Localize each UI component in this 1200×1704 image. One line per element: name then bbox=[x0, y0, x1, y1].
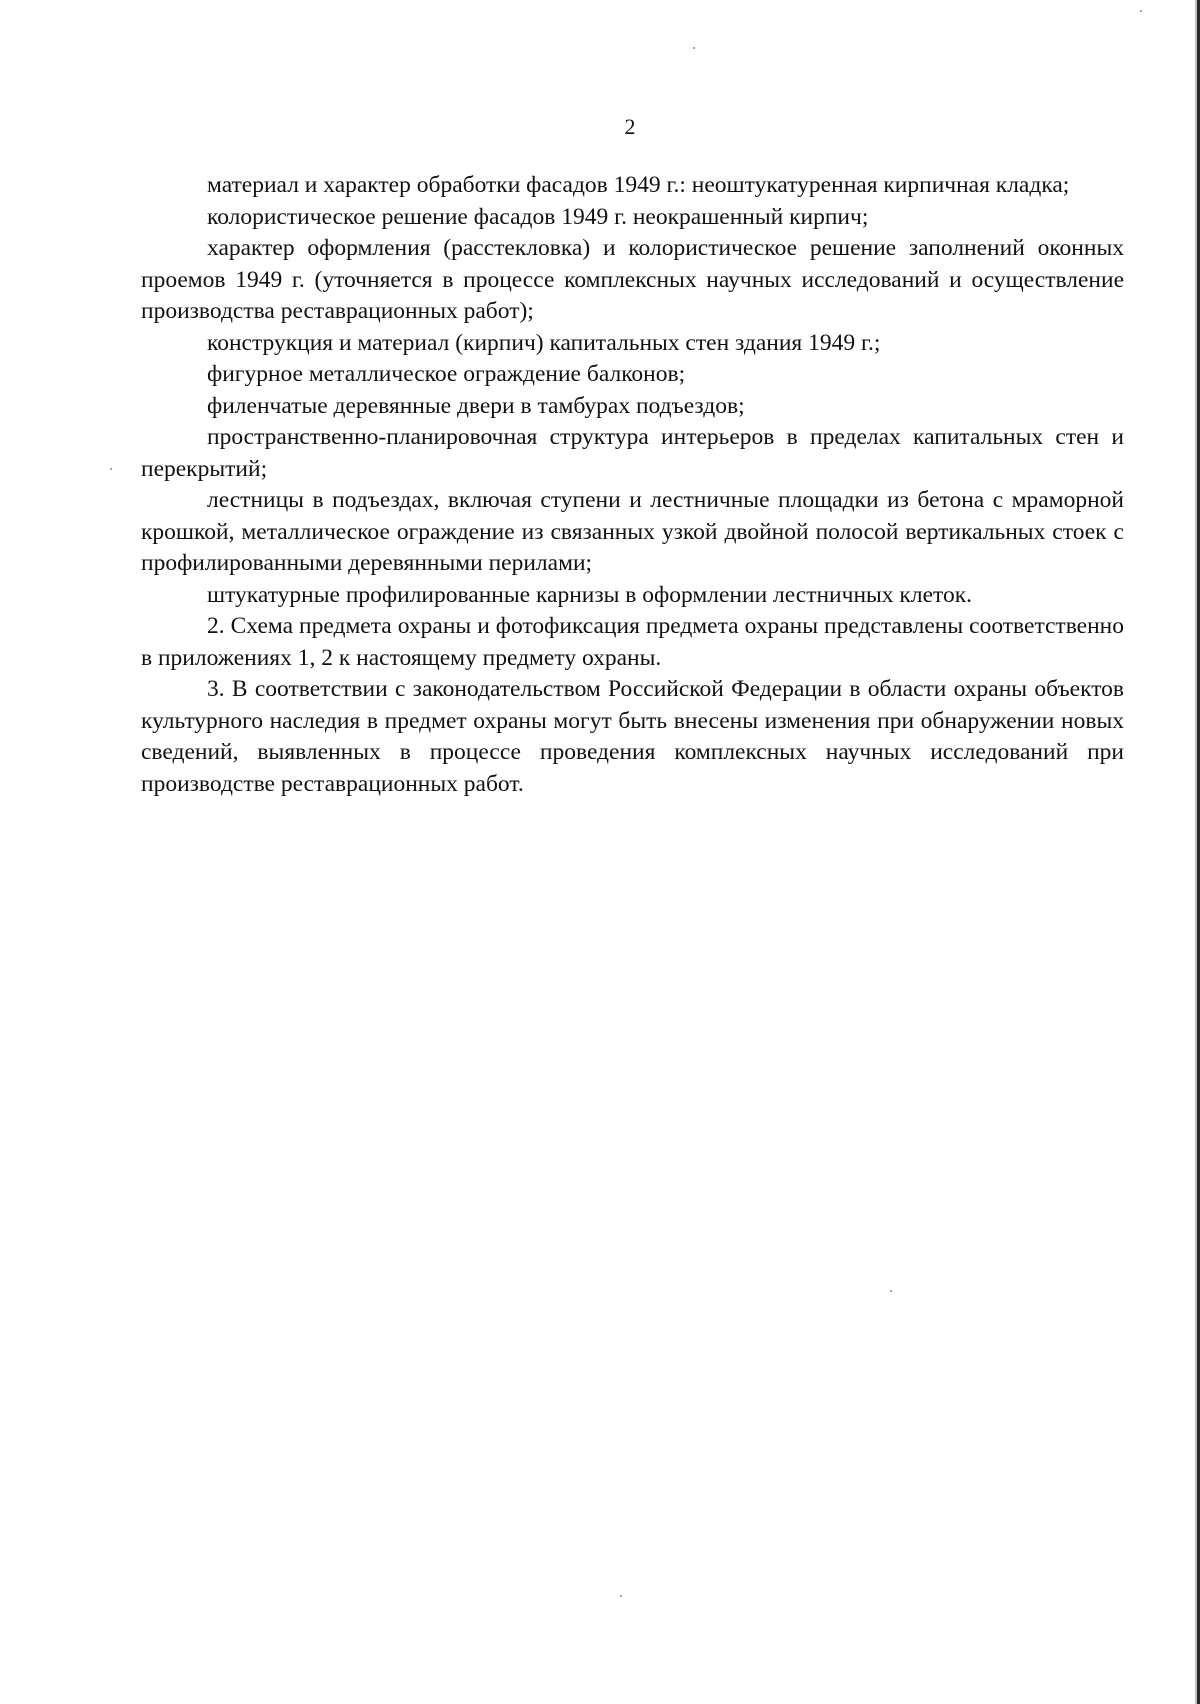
paragraph-interior-layout: пространственно-планировочная структура интерьеров в пределах капитальных стен и перекрытий; bbox=[141, 424, 1124, 482]
scan-speck bbox=[110, 468, 112, 470]
paragraph-staircases: лестницы в подъездах, включая ступени и лестничные площадки из бетона с мраморной крошкой, металлическое ограждение из связанных узкой двойной полосой вертикальных стоек с профилированными деревянными перилами; bbox=[141, 487, 1124, 576]
paragraph-facade-material: материал и характер обработки фасадов 1949 г.: неоштукатуренная кирпичная кладка; bbox=[207, 172, 1070, 198]
scan-speck bbox=[1140, 10, 1142, 12]
paragraph-wall-construction: конструкция и материал (кирпич) капитальных стен здания 1949 г.; bbox=[207, 329, 881, 356]
scan-speck bbox=[890, 1290, 892, 1292]
paragraph-facade-color: колористическое решение фасадов 1949 г. неокрашенный кирпич; bbox=[207, 203, 869, 230]
paragraph-item-3: 3. В соответствии с законодательством Российской Федерации в области охраны объектов культурного наследия в предмет охраны могут быть внесены изменения при обнаружении новых сведений, выявленных в процессе проведения комплексных научных исследований при производстве реставрационных работ. bbox=[141, 676, 1124, 797]
page-number: 2 bbox=[624, 114, 636, 139]
scan-speck bbox=[620, 1595, 622, 1597]
paragraph-panel-doors: филенчатые деревянные двери в тамбурах подъездов; bbox=[207, 392, 745, 419]
paragraph-item-2: 2. Схема предмета охраны и фотофиксация предмета охраны представлены соответственно в приложениях 1, 2 к настоящему предмету охраны. bbox=[141, 613, 1124, 671]
scan-speck bbox=[693, 47, 695, 49]
paragraph-cornices: штукатурные профилированные карнизы в оформлении лестничных клеток. bbox=[207, 581, 973, 608]
document-body bbox=[141, 170, 1124, 800]
paragraph-balcony-railing: фигурное металлическое ограждение балконов; bbox=[207, 361, 686, 387]
paragraph-window-design: характер оформления (расстекловка) и колористическое решение заполнений оконных проемов 1949 г. (уточняется в процессе комплексных научных исследований и осуществление производства реставрационных работ); bbox=[141, 235, 1124, 324]
